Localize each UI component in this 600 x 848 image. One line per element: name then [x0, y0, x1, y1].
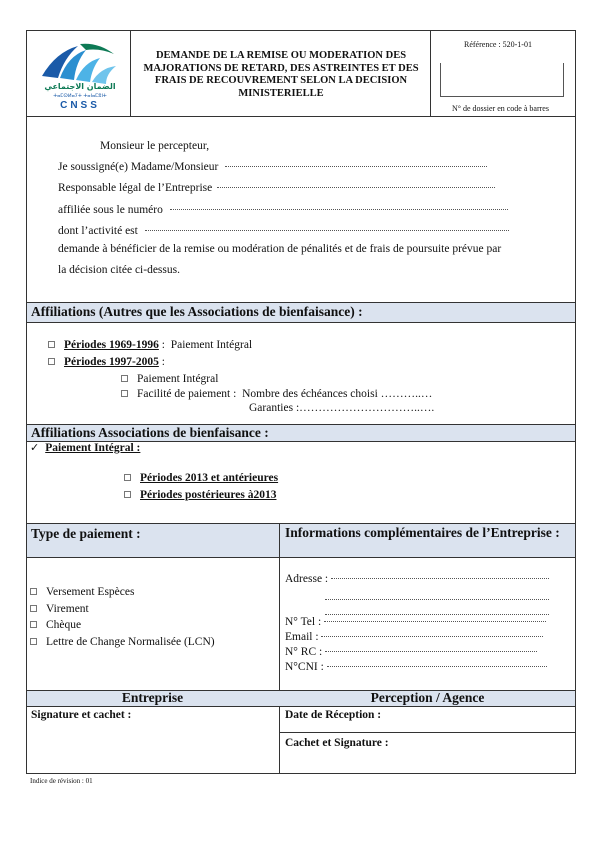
period-1997-2005-sep: : [158, 356, 165, 368]
cachet-signature-label: Cachet et Signature : [285, 737, 389, 749]
period-1969-1996-checkbox[interactable] [48, 341, 55, 348]
payment-option: Virement [46, 602, 89, 615]
tel-field[interactable] [324, 621, 546, 622]
period-2013-anterieures-label: Périodes 2013 et antérieures [140, 472, 279, 484]
form-title: DEMANDE DE LA REMISE OU MODERATION DES MAJORATIONS DE RETARD, DES ASTREINTES ET DES FRAIS DE RECOUVREMENT SELON LA DECISION MINISTERIELLE [143, 50, 419, 99]
period-1969-1996-value: Paiement Intégral [170, 339, 253, 351]
adresse-label: Adresse : [285, 573, 329, 585]
divider [26, 523, 576, 524]
type-paiement-title: Type de paiement : [31, 526, 141, 541]
name-field[interactable] [225, 166, 487, 167]
revision-index: Indice de révision : 01 [30, 777, 93, 785]
logo-name: CNSS [60, 100, 100, 111]
lcn-checkbox[interactable] [30, 638, 37, 645]
period-posterieures-2013-checkbox[interactable] [124, 491, 131, 498]
signature-cachet-label: Signature et cachet : [31, 709, 132, 721]
affiliation-number-field[interactable] [170, 209, 508, 210]
period-2013-anterieures-checkbox[interactable] [124, 474, 131, 481]
cni-label: N°CNI : [285, 661, 324, 673]
intro-line4-label: dont l’activité est [58, 225, 138, 237]
versement-especes-checkbox[interactable] [30, 588, 37, 595]
divider [26, 322, 576, 323]
divider [26, 302, 576, 303]
salutation: Monsieur le percepteur, [100, 140, 210, 152]
echeances-field[interactable]: Nombre des échéances choisi ………..… [242, 388, 433, 400]
virement-checkbox[interactable] [30, 605, 37, 612]
center-divider [279, 523, 280, 774]
affiliations-assoc-title: Affiliations Associations de bienfaisance : [31, 425, 269, 440]
rc-field[interactable] [325, 651, 537, 652]
logo-arabic: الضمان الاجتماعي [44, 82, 116, 91]
period-1969-1996-label: Périodes 1969-1996 [64, 339, 159, 351]
adresse-field[interactable] [331, 578, 549, 579]
intro-line2-label: Responsable légal de l’Entreprise [58, 182, 213, 194]
cni-field[interactable] [327, 666, 547, 667]
paiement-integral-label: Paiement Intégral [137, 373, 219, 385]
garanties-field[interactable]: Garanties :…………………………..…. [249, 402, 435, 414]
activity-field[interactable] [145, 230, 509, 231]
divider [279, 732, 576, 733]
barcode-box[interactable] [440, 63, 564, 97]
period-posterieures-2013-label: Périodes postérieures à2013 [140, 489, 277, 501]
affiliations-autres-title: Affiliations (Autres que les Associations de bienfaisance) : [31, 304, 363, 319]
infos-title: Informations complémentaires de l’Entreprise : [285, 525, 560, 540]
tel-label: N° Tel : [285, 616, 322, 628]
reference-number: Référence : 520-1-01 [464, 40, 532, 49]
facilite-paiement-checkbox[interactable] [121, 390, 128, 397]
checkmark-icon[interactable]: ✓ [30, 441, 40, 454]
header-divider-right [430, 30, 431, 116]
adresse-field-line2[interactable] [325, 599, 549, 600]
email-field[interactable] [321, 636, 543, 637]
adresse-field-line3[interactable] [325, 614, 549, 615]
intro-line3-label: affiliée sous le numéro [58, 204, 163, 216]
period-1997-2005-checkbox[interactable] [48, 358, 55, 365]
divider [26, 557, 576, 558]
barcode-label: N° de dossier en code à barres [452, 104, 549, 113]
cheque-checkbox[interactable] [30, 621, 37, 628]
payment-option: Chèque [46, 619, 82, 631]
rc-label: N° RC : [285, 646, 323, 658]
cnss-emblem-icon [34, 38, 126, 84]
payment-option: Versement Espèces [46, 586, 135, 598]
cnss-logo [34, 38, 126, 110]
assoc-paiement-label: Paiement Intégral : [45, 442, 141, 454]
header-divider-left [130, 30, 131, 116]
period-1969-1996-sep: : [158, 339, 165, 351]
header-bottom-line [26, 116, 576, 117]
payment-options-list [30, 584, 215, 650]
paiement-integral-checkbox[interactable] [121, 375, 128, 382]
date-reception-label: Date de Réception : [285, 709, 382, 721]
divider [26, 706, 576, 707]
intro-line1-label: Je soussigné(e) Madame/Monsieur [58, 161, 219, 173]
logo-tifinagh: ⵜⴰⵎⵙⵍⴰⵢⵜ ⵜⴰⵏⴰⵎⵓⵏⵜ [53, 93, 107, 99]
legal-responsible-field[interactable] [217, 187, 495, 188]
email-label: Email : [285, 631, 319, 643]
facilite-paiement-label: Facilité de paiement : [137, 388, 237, 400]
perception-title: Perception / Agence [370, 690, 485, 705]
intro-line6: la décision citée ci-dessus. [58, 264, 180, 276]
period-1997-2005-label: Périodes 1997-2005 [64, 356, 159, 368]
entreprise-title: Entreprise [121, 690, 184, 705]
intro-line5: demande à bénéficier de la remise ou modération de pénalités et de frais de poursuite prévue par [58, 243, 502, 255]
payment-option: Lettre de Change Normalisée (LCN) [46, 635, 215, 648]
